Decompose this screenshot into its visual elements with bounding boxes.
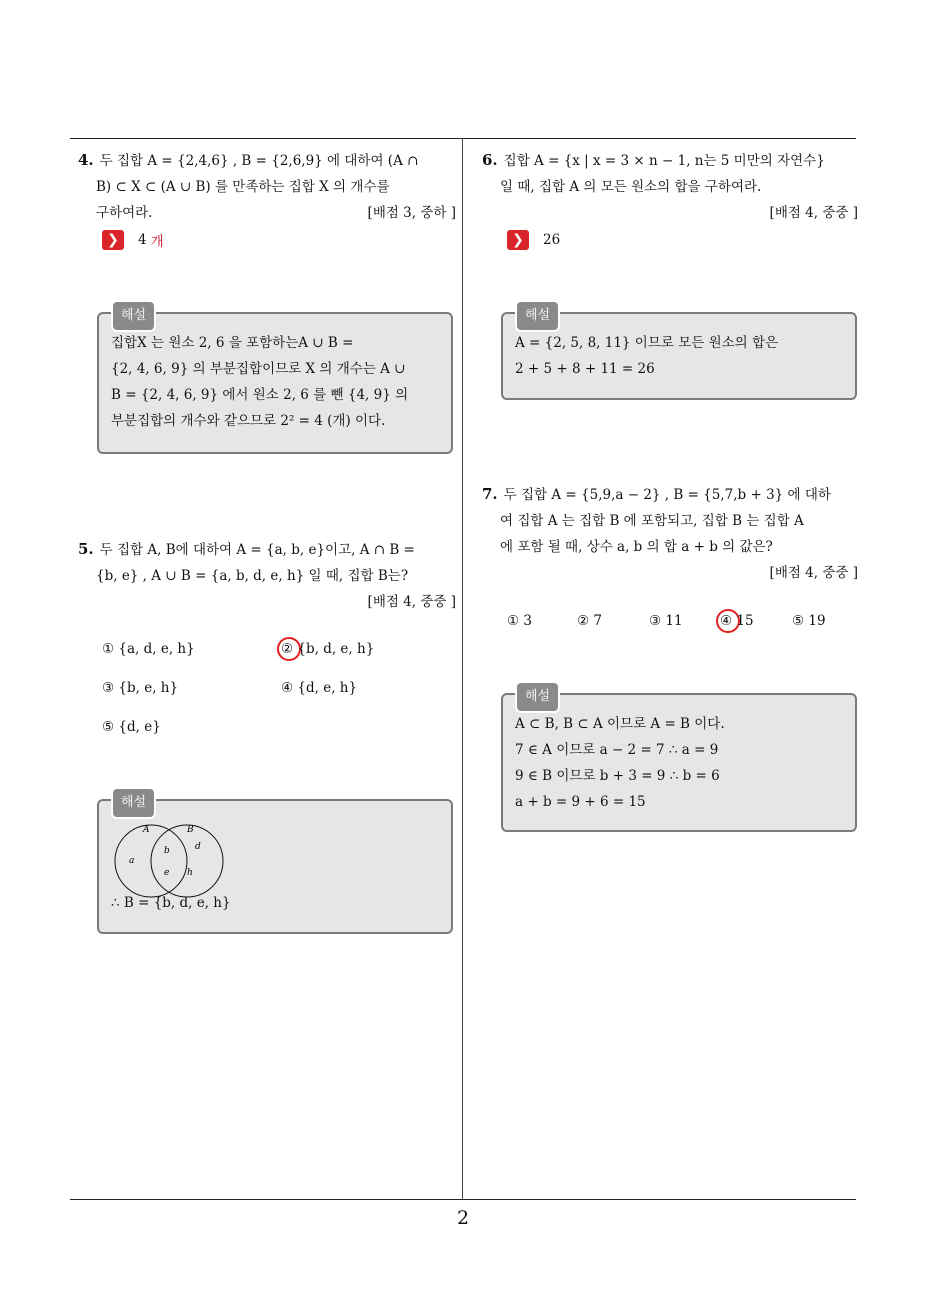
question-4-line1: 4. 두 집합 A = {2,4,6} , B = {2,6,9} 에 대하여 (A ∩ xyxy=(78,151,419,169)
question-number: 7. xyxy=(482,485,498,503)
question-7-line3: 에 포함 될 때, 상수 a, b 의 합 a + b 의 값은? xyxy=(500,539,773,555)
chevron-right-icon: ❯ xyxy=(102,230,124,250)
explanation-line: A = {2, 5, 8, 11} 이므로 모든 원소의 합은 xyxy=(515,335,779,351)
page-number: 2 xyxy=(456,1207,470,1229)
question-4 xyxy=(78,147,456,226)
explanation-line: 9 ∈ B 이므로 b + 3 = 9 ∴ b = 6 xyxy=(515,768,720,784)
question-5 xyxy=(78,536,456,615)
question-7-line2: 여 집합 A 는 집합 B 에 포함되고, 집합 B 는 집합 A xyxy=(500,513,804,529)
choice-3[interactable]: ③ {b, e, h} xyxy=(102,680,179,696)
choice-5[interactable]: ⑤ 19 xyxy=(792,613,826,629)
bottom-rule xyxy=(70,1199,856,1200)
question-number: 4. xyxy=(78,151,94,169)
explanation-box-7 xyxy=(501,689,857,832)
explanation-box-4 xyxy=(97,308,453,454)
answer-value: 26 xyxy=(543,232,561,248)
question-7 xyxy=(482,481,858,586)
choice-2[interactable]: ② 7 xyxy=(577,613,602,629)
question-6 xyxy=(482,147,858,226)
venn-element-h: h xyxy=(187,868,193,878)
question-4-line3: 구하여라. xyxy=(96,205,153,221)
question-number: 5. xyxy=(78,540,94,558)
choice-5[interactable]: ⑤ {d, e} xyxy=(102,719,161,735)
venn-element-a: a xyxy=(129,856,135,866)
explanation-line: B = {2, 4, 6, 9} 에서 원소 2, 6 를 뺀 {4, 9} 의 xyxy=(111,387,409,403)
question-number: 6. xyxy=(482,151,498,169)
venn-element-b: b xyxy=(164,846,170,856)
top-rule xyxy=(70,138,856,139)
venn-label-b: B xyxy=(187,825,194,835)
choice-4[interactable]: ④ {d, e, h} xyxy=(281,680,358,696)
explanation-line: 2 + 5 + 8 + 11 = 26 xyxy=(515,361,655,377)
score: [배점 4, 중중 ] xyxy=(769,205,858,221)
explanation-line: {2, 4, 6, 9} 의 부분집합이므로 X 의 개수는 A ∪ xyxy=(111,361,406,377)
choice-3[interactable]: ③ 11 xyxy=(649,613,683,629)
score: [배점 3, 중하 ] xyxy=(367,205,456,221)
choice-1[interactable]: ① {a, d, e, h} xyxy=(102,641,195,657)
answer-value: 4 xyxy=(138,232,147,248)
explanation-box-5 xyxy=(97,795,453,934)
answer-unit: 개 xyxy=(150,234,164,250)
question-4-line2: B) ⊂ X ⊂ (A ∪ B) 를 만족하는 집합 X 의 개수를 xyxy=(96,179,390,195)
explanation-line: 집합X 는 원소 2, 6 을 포함하는A ∪ B = xyxy=(111,335,354,351)
venn-element-e: e xyxy=(164,868,170,878)
venn-label-a: A xyxy=(143,825,150,835)
venn-element-d: d xyxy=(195,842,201,852)
question-5-line1: 5. 두 집합 A, B에 대하여 A = {a, b, e}이고, A ∩ B = xyxy=(78,540,415,558)
explanation-line: 7 ∈ A 이므로 a − 2 = 7 ∴ a = 9 xyxy=(515,742,719,758)
choice-4[interactable]: ④ 15 xyxy=(720,613,754,629)
score: [배점 4, 중중 ] xyxy=(769,565,858,581)
explanation-line: a + b = 9 + 6 = 15 xyxy=(515,794,646,810)
question-6-line1: 6. 집합 A = {x | x = 3 × n − 1, n는 5 미만의 자연수} xyxy=(482,151,825,169)
question-4-answer xyxy=(102,230,164,250)
question-6-answer xyxy=(507,230,560,250)
explanation-box-6 xyxy=(501,308,857,400)
explanation-line: A ⊂ B, B ⊂ A 이므로 A = B 이다. xyxy=(515,716,725,732)
chevron-right-icon: ❯ xyxy=(507,230,529,250)
question-5-line2: {b, e} , A ∪ B = {a, b, d, e, h} 일 때, 집합 B는? xyxy=(96,568,409,584)
explanation-tag: 해설 xyxy=(515,300,560,332)
explanation-result: ∴ B = {b, d, e, h} xyxy=(111,895,231,911)
score: [배점 4, 중중 ] xyxy=(367,594,456,610)
question-6-line2: 일 때, 집합 A 의 모든 원소의 합을 구하여라. xyxy=(500,179,762,195)
explanation-tag: 해설 xyxy=(515,681,560,713)
choice-1[interactable]: ① 3 xyxy=(507,613,532,629)
explanation-tag: 해설 xyxy=(111,787,156,819)
choice-2[interactable]: ② {b, d, e, h} xyxy=(281,641,375,657)
explanation-tag: 해설 xyxy=(111,300,156,332)
explanation-line: 부분집합의 개수와 같으므로 2² = 4 (개) 이다. xyxy=(111,413,386,429)
question-7-line1: 7. 두 집합 A = {5,9,a − 2} , B = {5,7,b + 3} 에 대하 xyxy=(482,485,831,503)
column-divider xyxy=(462,138,463,1200)
